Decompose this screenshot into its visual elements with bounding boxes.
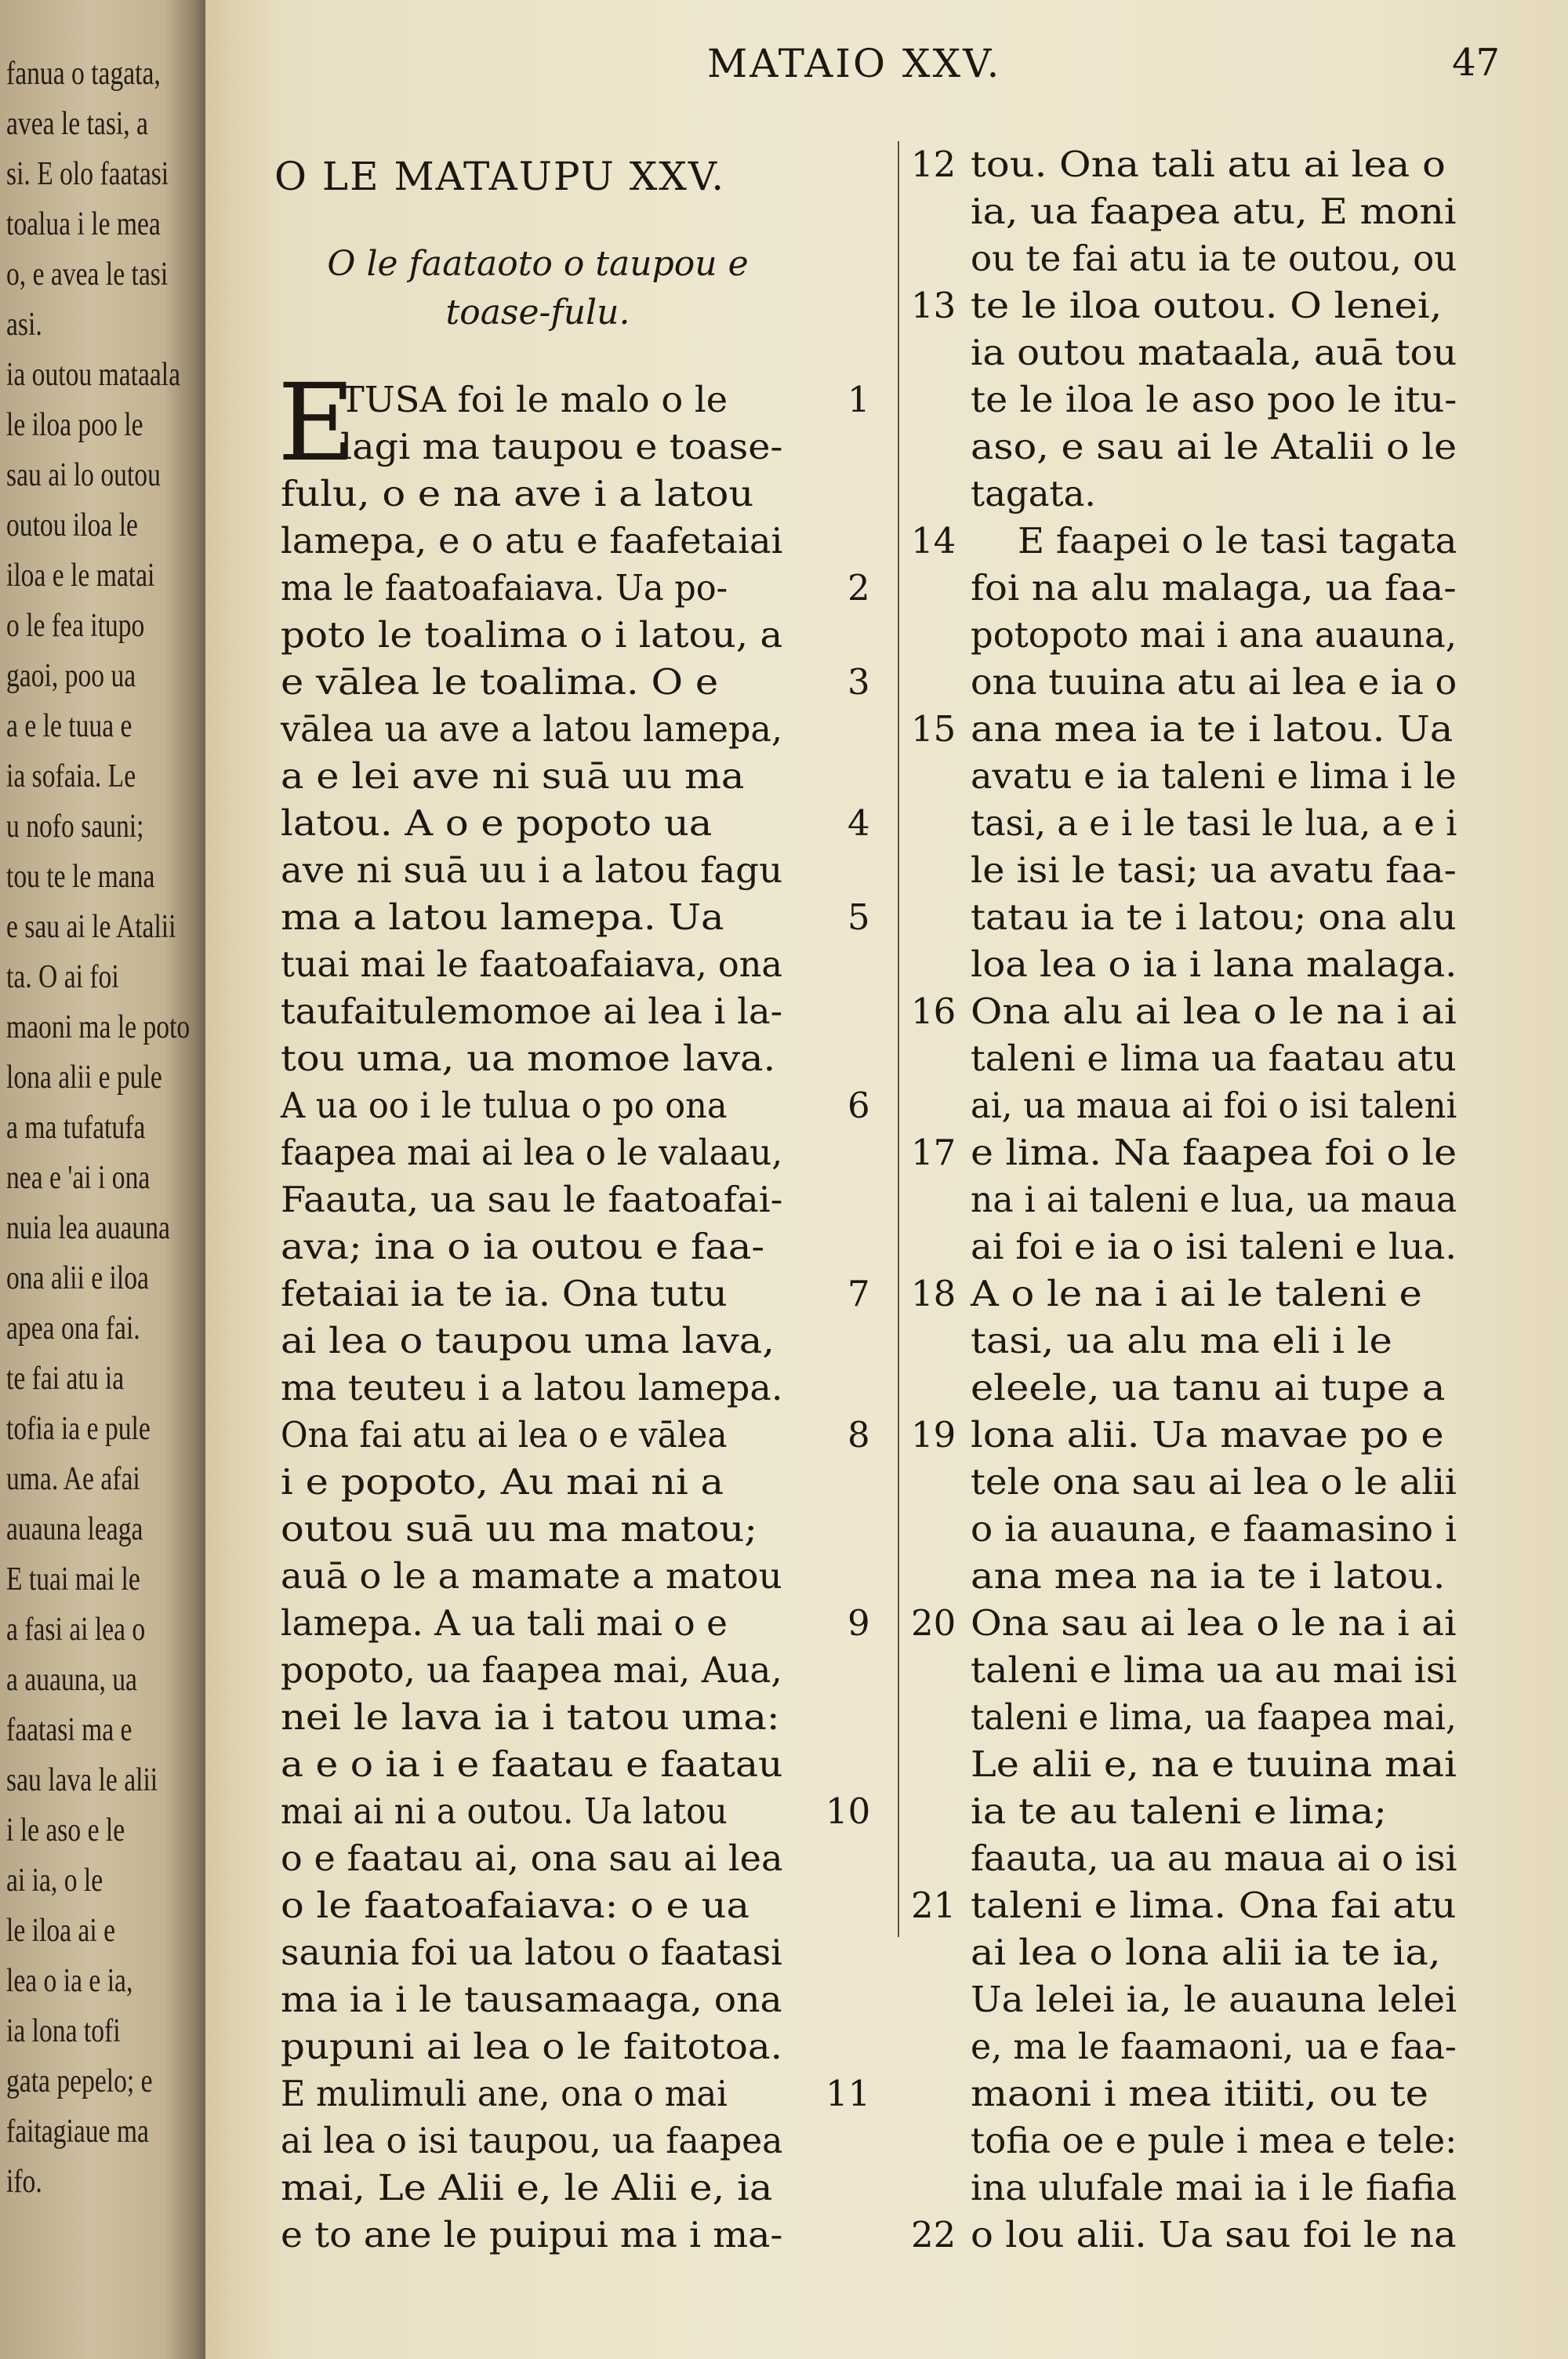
text-line: tuai mai le faatoafaiava, ona xyxy=(281,943,782,985)
gutter-text-line: uma. Ae afai xyxy=(6,1461,140,1497)
gutter-text-line: ia outou mataala xyxy=(6,357,181,393)
gutter-text-line: outou iloa le xyxy=(6,507,138,543)
verse-number: 21 xyxy=(911,1885,956,1926)
text-line: maoni i mea itiiti, ou te xyxy=(971,2073,1428,2114)
verse-number: 20 xyxy=(911,1602,956,1644)
gutter-text-line: le iloa poo le xyxy=(6,407,143,443)
verse-number: 18 xyxy=(911,1273,956,1314)
text-line: Faauta, ua sau le faatoafai- xyxy=(281,1179,783,1220)
gutter-text-line: faitagiaue ma xyxy=(6,2114,149,2150)
text-line: lagi ma taupou e toase- xyxy=(340,426,783,467)
gutter-text-line: a fasi ai lea o xyxy=(6,1612,146,1648)
text-line: foi na alu malaga, ua faa- xyxy=(971,567,1457,609)
running-head: MATAIO XXV. xyxy=(707,41,1002,86)
gutter-text-line: asi. xyxy=(6,307,42,343)
gutter-facing-page xyxy=(0,0,205,2359)
text-line: A o le na i ai le taleni e xyxy=(971,1273,1422,1314)
text-line: tagata. xyxy=(971,473,1096,514)
verse-number: 4 xyxy=(848,802,870,844)
text-line: TUSA foi le malo o le xyxy=(340,379,728,420)
text-line: e vālea le toalima. O e xyxy=(281,661,719,703)
text-line: Ona fai atu ai lea o e vālea xyxy=(281,1414,728,1456)
verse-number: 10 xyxy=(826,1790,871,1832)
verse-number: 19 xyxy=(911,1414,956,1456)
text-line: E faapei o le tasi tagata xyxy=(1018,520,1457,562)
text-line: mai ai ni a outou. Ua latou xyxy=(281,1790,728,1832)
text-line: a e lei ave ni suā uu ma xyxy=(281,755,745,797)
verse-number: 14 xyxy=(911,520,956,562)
page-number: 47 xyxy=(1452,41,1501,85)
text-line: taleni e lima ua au mai isi xyxy=(971,1649,1457,1691)
text-line: taleni e lima ua faatau atu xyxy=(971,1038,1457,1079)
text-line: tasi, a e i le tasi le lua, a e i xyxy=(971,802,1457,844)
text-line: o ia auauna, e faamasino i xyxy=(971,1508,1457,1550)
gutter-text-line: si. E olo faatasi xyxy=(6,156,169,192)
gutter-text-line: gata pepelo; e xyxy=(6,2063,153,2099)
text-line: ai foi e ia o isi taleni e lua. xyxy=(971,1226,1457,1267)
gutter-text-line: faatasi ma e xyxy=(6,1712,132,1748)
text-line: avatu e ia taleni e lima i le xyxy=(971,755,1457,797)
text-line: ou te fai atu ia te outou, ou xyxy=(971,238,1457,279)
gutter-text-line: ai ia, o le xyxy=(6,1863,103,1899)
text-line: ai lea o lona alii ia te ia, xyxy=(971,1932,1441,1973)
column-rule xyxy=(898,141,899,1937)
gutter-text-line: tofia ia e pule xyxy=(6,1411,151,1447)
text-line: taleni e lima, ua faapea mai, xyxy=(971,1696,1457,1738)
text-line: Ona alu ai lea o le na i ai xyxy=(971,990,1457,1032)
text-line: le isi le tasi; ua avatu faa- xyxy=(971,849,1457,891)
text-line: ia te au taleni e lima; xyxy=(971,1790,1387,1832)
gutter-text-line: E tuai mai le xyxy=(6,1561,140,1598)
gutter-text-line: a auauna, ua xyxy=(6,1662,137,1698)
text-line: nei le lava ia i tatou uma: xyxy=(281,1696,780,1738)
text-line: tasi, ua alu ma eli i le xyxy=(971,1320,1392,1361)
text-line: latou. A o e popoto ua xyxy=(281,802,713,844)
text-line: ana mea na ia te i latou. xyxy=(971,1555,1446,1597)
verse-number: 11 xyxy=(826,2073,871,2114)
gutter-text-line: iloa e le matai xyxy=(6,558,155,594)
text-line: ai, ua maua ai foi o isi taleni xyxy=(971,1085,1457,1126)
gutter-text-line: o le fea itupo xyxy=(6,608,145,644)
verse-number: 2 xyxy=(848,567,870,609)
gutter-text-line: fanua o tagata, xyxy=(6,56,161,92)
gutter-text-line: le iloa ai e xyxy=(6,1913,115,1949)
text-line: tou uma, ua momoe lava. xyxy=(281,1038,776,1079)
text-line: ma teuteu i a latou lamepa. xyxy=(281,1367,783,1408)
text-line: taufaitulemomoe ai lea i la- xyxy=(281,990,783,1032)
text-line: poto le toalima o i latou, a xyxy=(281,614,783,656)
text-line: ia outou mataala, auā tou xyxy=(971,332,1457,373)
text-line: ma a latou lamepa. Ua xyxy=(281,896,724,938)
text-line: e to ane le puipui ma i ma- xyxy=(281,2214,783,2255)
text-line: lona alii. Ua mavae po e xyxy=(971,1414,1444,1456)
verse-number: 1 xyxy=(848,379,870,420)
text-line: auā o le a mamate a matou xyxy=(281,1555,782,1597)
text-line: popoto, ua faapea mai, Aua, xyxy=(281,1649,782,1691)
gutter-text-line: auauna leaga xyxy=(6,1511,143,1547)
text-line: potopoto mai i ana auauna, xyxy=(971,614,1457,656)
gutter-text-line: nea e 'ai i ona xyxy=(6,1160,151,1196)
text-line: tele ona sau ai lea o le alii xyxy=(971,1461,1457,1503)
text-line: eleele, ua tanu ai tupe a xyxy=(971,1367,1446,1408)
text-line: ana mea ia te i latou. Ua xyxy=(971,708,1454,750)
text-line: ave ni suā uu i a latou fagu xyxy=(281,849,783,891)
gutter-text-line: a e le tuua e xyxy=(6,708,132,744)
text-line: ai lea o isi taupou, ua faapea xyxy=(281,2120,783,2161)
gutter-text-line: ifo. xyxy=(6,2164,42,2200)
text-line: faapea mai ai lea o le valaau, xyxy=(281,1132,783,1173)
text-line: Le alii e, na e tuuina mai xyxy=(971,1743,1457,1785)
text-line: ma ia i le tausamaaga, ona xyxy=(281,1979,782,2020)
text-line: tatau ia te i latou; ona alu xyxy=(971,896,1457,938)
gutter-text-line: lona alii e pule xyxy=(6,1060,162,1096)
text-line: ai lea o taupou uma lava, xyxy=(281,1320,775,1361)
gutter-text-line: te fai atu ia xyxy=(6,1361,125,1397)
verse-number: 3 xyxy=(848,661,870,703)
text-line: outou suā uu ma matou; xyxy=(281,1508,757,1550)
gutter-text-line: ia sofaia. Le xyxy=(6,758,136,794)
text-line: ia, ua faapea atu, E moni xyxy=(971,191,1457,232)
page xyxy=(205,0,1568,2359)
gutter-text-line: o, e avea le tasi xyxy=(6,256,169,293)
text-line: faauta, ua au maua ai o isi xyxy=(971,1837,1457,1879)
chapter-summary: O le faataoto o taupou e toase-fulu. xyxy=(327,244,749,333)
verse-number: 5 xyxy=(848,896,870,938)
text-line: ona tuuina atu ai lea e ia o xyxy=(971,661,1457,703)
text-line: tou. Ona tali atu ai lea o xyxy=(971,144,1446,185)
verse-number: 17 xyxy=(911,1132,956,1173)
gutter-text-line: tou te le mana xyxy=(6,859,155,895)
chapter-title: O LE MATAUPU XXV. xyxy=(274,154,726,199)
verse-number: 8 xyxy=(848,1414,870,1456)
gutter-text-line: sau ai lo outou xyxy=(6,457,161,493)
text-line: a e o ia i e faatau e faatau xyxy=(281,1743,783,1785)
text-line: o lou alii. Ua sau foi le na xyxy=(971,2214,1457,2255)
gutter-text-line: u nofo sauni; xyxy=(6,809,144,845)
text-line: taleni e lima. Ona fai atu xyxy=(971,1885,1457,1926)
text-line: loa lea o ia i lana malaga. xyxy=(971,943,1457,985)
text-line: pupuni ai lea o le faitotoa. xyxy=(281,2026,783,2067)
gutter-text-line: lea o ia e ia, xyxy=(6,1963,133,1999)
text-line: ava; ina o ia outou e faa- xyxy=(281,1226,765,1267)
text-line: e, ma le faamaoni, ua e faa- xyxy=(971,2026,1457,2067)
text-line: lamepa, e o atu e faafetaiai xyxy=(281,520,783,562)
verse-number: 7 xyxy=(848,1273,870,1314)
text-line: ina ulufale mai ia i le fiafia xyxy=(971,2167,1457,2208)
verse-number: 6 xyxy=(848,1085,870,1126)
gutter-text-line: e sau ai le Atalii xyxy=(6,909,176,945)
verse-number: 12 xyxy=(911,144,956,185)
text-line: A ua oo i le tulua o po ona xyxy=(281,1085,728,1126)
gutter-text-line: maoni ma le poto xyxy=(6,1009,191,1045)
verse-number: 9 xyxy=(848,1602,870,1644)
text-line: te le iloa le aso poo le itu- xyxy=(971,379,1457,420)
gutter-text-line: ona alii e iloa xyxy=(6,1260,149,1296)
verse-number: 15 xyxy=(911,708,956,750)
gutter-text-line: avea le tasi, a xyxy=(6,106,148,142)
verse-number: 13 xyxy=(911,285,956,326)
gutter-text-line: nuia lea auauna xyxy=(6,1210,170,1246)
verse-number: 16 xyxy=(911,990,956,1032)
text-line: na i ai taleni e lua, ua maua xyxy=(971,1179,1457,1220)
text-line: o e faatau ai, ona sau ai lea xyxy=(281,1837,783,1879)
verse-number: 22 xyxy=(911,2214,956,2255)
text-line: ma le faatoafaiava. Ua po- xyxy=(281,567,728,609)
gutter-text-line: i le aso e le xyxy=(6,1812,125,1848)
text-line: Ona sau ai lea o le na i ai xyxy=(971,1602,1457,1644)
gutter-text-line: a ma tufatufa xyxy=(6,1110,146,1146)
gutter-text-line: sau lava le alii xyxy=(6,1762,158,1798)
drop-cap: E xyxy=(278,362,356,485)
gutter-text-line: toalua i le mea xyxy=(6,206,161,242)
text-line: E mulimuli ane, ona o mai xyxy=(281,2073,728,2114)
text-line: te le iloa outou. O lenei, xyxy=(971,285,1443,326)
text-line: o le faatoafaiava: o e ua xyxy=(281,1885,750,1926)
text-line: aso, e sau ai le Atalii o le xyxy=(971,426,1457,467)
text-line: fetaiai ia te ia. Ona tutu xyxy=(281,1273,728,1314)
text-line: lamepa. A ua tali mai o e xyxy=(281,1602,728,1644)
gutter-text-line: apea ona fai. xyxy=(6,1310,140,1347)
text-line: fulu, o e na ave i a latou xyxy=(281,473,754,514)
text-line: Ua lelei ia, le auauna lelei xyxy=(971,1979,1457,2020)
text-line: mai, Le Alii e, le Alii e, ia xyxy=(281,2167,773,2208)
text-line: tofia oe e pule i mea e tele: xyxy=(971,2120,1457,2161)
gutter-text-line: gaoi, poo ua xyxy=(6,658,136,694)
text-line: vālea ua ave a latou lamepa, xyxy=(281,708,782,750)
text-line: e lima. Na faapea foi o le xyxy=(971,1132,1457,1173)
text-line: saunia foi ua latou o faatasi xyxy=(281,1932,782,1973)
gutter-text-line: ta. O ai foi xyxy=(6,959,119,995)
text-line: i e popoto, Au mai ni a xyxy=(281,1461,724,1503)
gutter-text-line: ia lona tofi xyxy=(6,2013,121,2049)
